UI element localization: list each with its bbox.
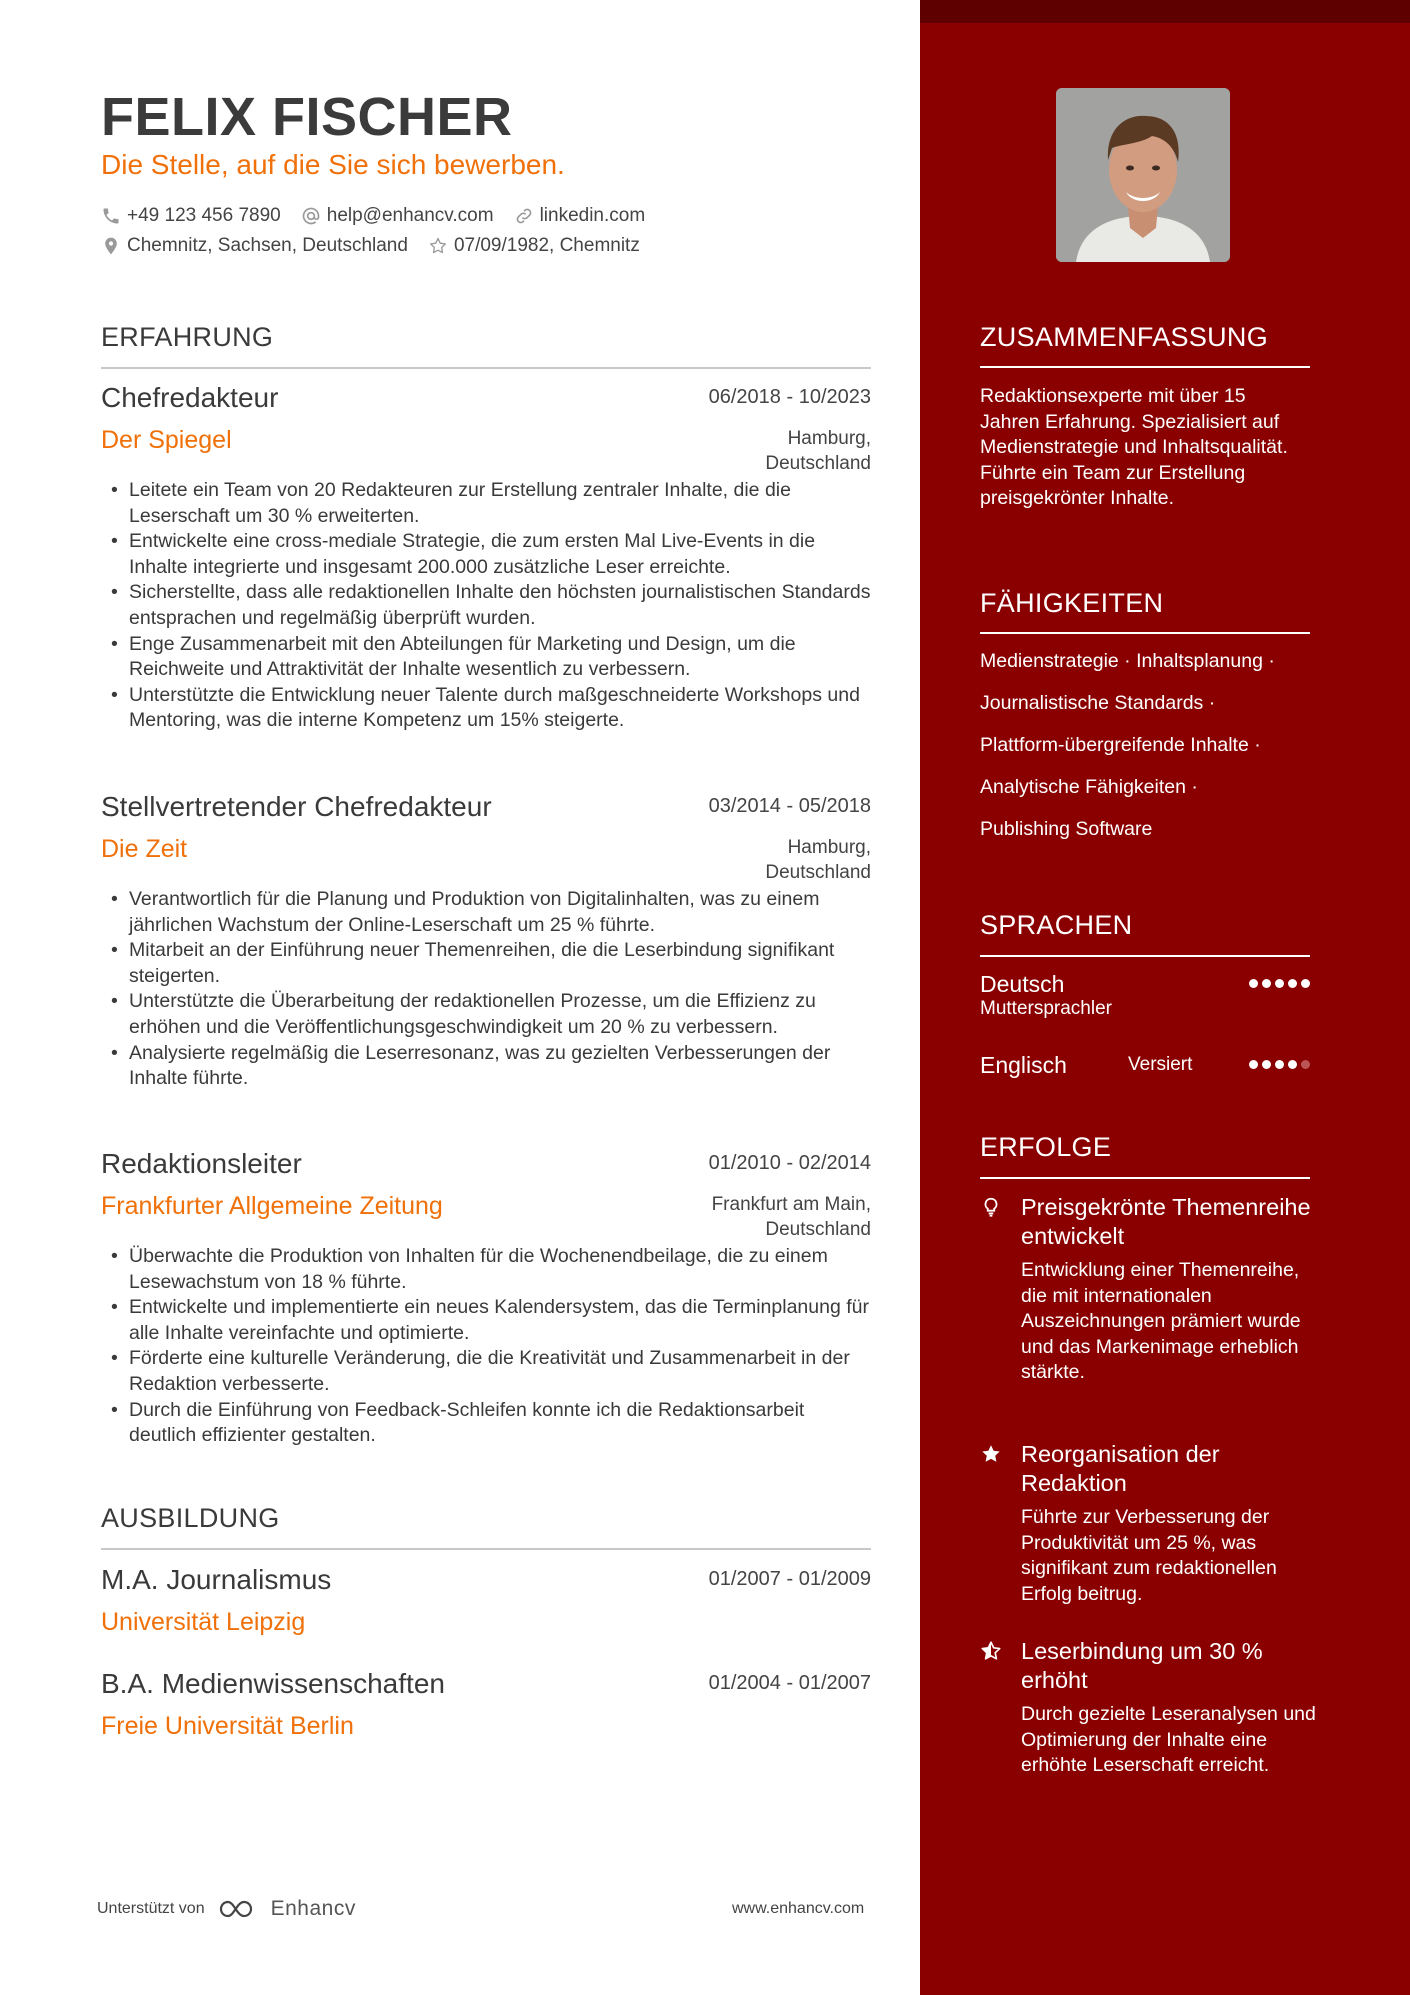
job-location-country: Deutschland [765, 1219, 871, 1240]
job-entry [101, 382, 871, 734]
job-company: Frankfurter Allgemeine Zeitung [101, 1192, 443, 1220]
star-icon [980, 1443, 1002, 1465]
sidebar-top-bar [920, 0, 1410, 23]
phone-icon [101, 206, 121, 226]
rating-dot-filled [1288, 1060, 1297, 1069]
achievement-item [980, 1637, 1320, 1779]
experience-divider [101, 367, 871, 369]
bullet-item: • Enge Zusammenarbeit mit den Abteilungen für Marketing und Design, um die Reichweite und Attraktivität der Inhalte wesentlich zu verbessern. [101, 632, 871, 683]
job-location-city: Hamburg, [787, 837, 871, 858]
language-level: Muttersprachler [980, 998, 1112, 1019]
sidebar [920, 0, 1410, 1995]
achievement-item [980, 1193, 1320, 1386]
skills-divider [980, 632, 1310, 634]
half-star-icon [980, 1640, 1002, 1662]
bullet-item: • Überwachte die Produktion von Inhalten für die Wochenendbeilage, die zu einem Lesewachstum von 18 % führte. [101, 1244, 871, 1295]
bullet-item: • Durch die Einführung von Feedback-Schleifen konnte ich die Redaktionsarbeit deutlich effizienter gestalten. [101, 1398, 871, 1449]
job-company: Die Zeit [101, 835, 188, 863]
job-title: Chefredakteur [101, 382, 279, 413]
skill-row: Analytische Fähigkeiten · [980, 776, 1198, 798]
achievement-title: Reorganisation der Redaktion [1021, 1441, 1220, 1496]
bullet-item: • Entwickelte und implementierte ein neues Kalendersystem, das die Terminplanung für alle Inhalte vereinfachte und optimierte. [101, 1295, 871, 1346]
bullet-item: • Analysierte regelmäßig die Leserresonanz, was zu gezielten Verbesserungen der Inhalte führte. [101, 1041, 871, 1092]
education-heading: AUSBILDUNG [101, 1503, 280, 1533]
footer-powered-by[interactable] [97, 1897, 356, 1921]
education-divider [101, 1548, 871, 1550]
job-bullets [101, 1244, 871, 1449]
phone-text: +49 123 456 7890 [127, 205, 281, 226]
degree-title: B.A. Medienwissenschaften [101, 1668, 445, 1699]
school-name: Freie Universität Berlin [101, 1712, 354, 1740]
birth-text: 07/09/1982, Chemnitz [453, 235, 640, 256]
location-item [101, 235, 408, 257]
at-icon [301, 206, 321, 226]
target-role: Die Stelle, auf die Sie sich bewerben. [101, 149, 565, 180]
bullet-item: • Sicherstellte, dass alle redaktionellen Inhalte den höchsten journalistischen Standards entsprachen und regelmäßig überprüft wurden. [101, 580, 871, 631]
degree-dates: 01/2007 - 01/2009 [708, 1568, 871, 1590]
summary-divider [980, 366, 1310, 368]
job-dates: 03/2014 - 05/2018 [708, 795, 871, 817]
achievement-item [980, 1440, 1320, 1607]
profile-photo [1056, 88, 1230, 262]
job-location [765, 426, 871, 476]
school-name: Universität Leipzig [101, 1608, 306, 1636]
skill-row: Medienstrategie · Inhaltsplanung · [980, 650, 1275, 672]
achievement-desc: Entwicklung einer Themenreihe, die mit internationalen Auszeichnungen prämiert wurde und das Markenimage erheblich stärkte. [1021, 1259, 1301, 1383]
bullet-item: • Leitete ein Team von 20 Redakteuren zur Erstellung zentraler Inhalte, die die Leserschaft um 30 % erweiterten. [101, 478, 871, 529]
job-location [712, 1192, 871, 1242]
job-dates: 01/2010 - 02/2014 [708, 1152, 871, 1174]
rating-dot-filled [1262, 1060, 1271, 1069]
achievement-title: Leserbindung um 30 % erhöht [1021, 1638, 1263, 1693]
job-bullets [101, 478, 871, 734]
rating-dot-filled [1275, 1060, 1284, 1069]
footer-url[interactable]: www.enhancv.com [732, 1900, 865, 1917]
language-name: Deutsch [980, 971, 1065, 997]
rating-dot-filled [1249, 1060, 1258, 1069]
linkedin-text: linkedin.com [539, 205, 646, 226]
candidate-name: FELIX FISCHER [101, 87, 513, 147]
job-location-city: Hamburg, [787, 428, 871, 449]
rating-dot-filled [1262, 979, 1271, 988]
experience-heading: ERFAHRUNG [101, 322, 274, 352]
bullet-item: • Mitarbeit an der Einführung neuer Themenreihen, die die Leserbindung signifikant steigerten. [101, 938, 871, 989]
contact-info [101, 201, 665, 261]
phone-item [101, 205, 281, 227]
languages-divider [980, 955, 1310, 957]
job-dates: 06/2018 - 10/2023 [708, 386, 871, 408]
birth-item [428, 235, 640, 257]
job-location-country: Deutschland [765, 453, 871, 474]
email-item[interactable] [301, 205, 494, 227]
job-bullets [101, 887, 871, 1092]
languages-heading: SPRACHEN [980, 910, 1133, 940]
education-entry [101, 1564, 871, 1637]
bullet-item: • Entwickelte eine cross-mediale Strategie, die zum ersten Mal Live-Events in die Inhalte integrierte und insgesamt 200.000 zusätzliche Leser erreichte. [101, 529, 871, 580]
language-item [980, 1052, 1310, 1079]
summary-heading: ZUSAMMENFASSUNG [980, 322, 1269, 352]
skills-list [980, 646, 1320, 856]
bullet-item: • Verantwortlich für die Planung und Produktion von Digitalinhalten, was zu einem jährlichen Wachstum der Online-Leserschaft um 25 % führte. [101, 887, 871, 938]
job-company: Der Spiegel [101, 426, 232, 454]
brand-name: Enhancv [270, 1897, 356, 1920]
achievement-desc: Durch gezielte Leseranalysen und Optimierung der Inhalte eine erhöhte Leserschaft erreicht. [1021, 1703, 1316, 1776]
education-entry [101, 1668, 871, 1741]
job-location [765, 835, 871, 885]
rating-dot-filled [1275, 979, 1284, 988]
degree-title: M.A. Journalismus [101, 1564, 332, 1595]
language-name: Englisch [980, 1052, 1067, 1078]
job-location-country: Deutschland [765, 862, 871, 883]
summary-text: Redaktionsexperte mit über 15 Jahren Erfahrung. Spezialisiert auf Medienstrategie und Inhaltsqualität. Führte ein Team zur Erstellung preisgekrönter Inhalte. [980, 385, 1288, 509]
achievements-divider [980, 1177, 1310, 1179]
bullet-item: • Unterstützte die Überarbeitung der redaktionellen Prozesse, um die Effizienz zu erhöhen und die Veröffentlichungsgeschwindigkeit um 20 % zu verbessern. [101, 989, 871, 1040]
skill-row: Journalistische Standards · [980, 692, 1216, 714]
powered-by-text: Unterstützt von [97, 1900, 205, 1917]
link-icon [514, 206, 534, 226]
bullet-item: • Unterstützte die Entwicklung neuer Talente durch maßgeschneiderte Workshops und Mentoring, was die interne Kompetenz um 15% steigerte. [101, 683, 871, 734]
achievements-heading: ERFOLGE [980, 1132, 1112, 1162]
job-title: Stellvertretender Chefredakteur [101, 791, 492, 822]
job-location-city: Frankfurt am Main, [711, 1194, 871, 1215]
job-entry [101, 1148, 871, 1449]
achievement-desc: Führte zur Verbesserung der Produktivität um 25 %, was signifikant zum redaktionellen Erfolg beitrug. [1021, 1506, 1277, 1605]
lightbulb-icon [980, 1196, 1002, 1218]
degree-dates: 01/2004 - 01/2007 [708, 1672, 871, 1694]
language-item [980, 971, 1310, 1020]
language-rating [1245, 979, 1310, 988]
language-level: Versiert [1128, 1054, 1193, 1075]
location-text: Chemnitz, Sachsen, Deutschland [127, 235, 408, 256]
rating-dot-filled [1288, 979, 1297, 988]
rating-dot-filled [1301, 979, 1310, 988]
linkedin-item[interactable] [514, 205, 646, 227]
enhancv-logo-icon [215, 1897, 263, 1921]
rating-dot-filled [1249, 979, 1258, 988]
skill-row: Plattform-übergreifende Inhalte · [980, 734, 1261, 756]
skills-heading: FÄHIGKEITEN [980, 588, 1164, 618]
location-pin-icon [101, 236, 121, 256]
rating-dot-empty [1301, 1060, 1310, 1069]
skill-row: Publishing Software [980, 818, 1153, 840]
language-rating [1245, 1060, 1310, 1069]
job-entry [101, 791, 871, 1092]
star-outline-icon [428, 236, 448, 256]
bullet-item: • Förderte eine kulturelle Veränderung, die die Kreativität und Zusammenarbeit in der Redaktion verbesserte. [101, 1346, 871, 1397]
email-text: help@enhancv.com [326, 205, 494, 226]
achievement-title: Preisgekrönte Themenreihe entwickelt [1021, 1194, 1311, 1249]
job-title: Redaktionsleiter [101, 1148, 302, 1179]
